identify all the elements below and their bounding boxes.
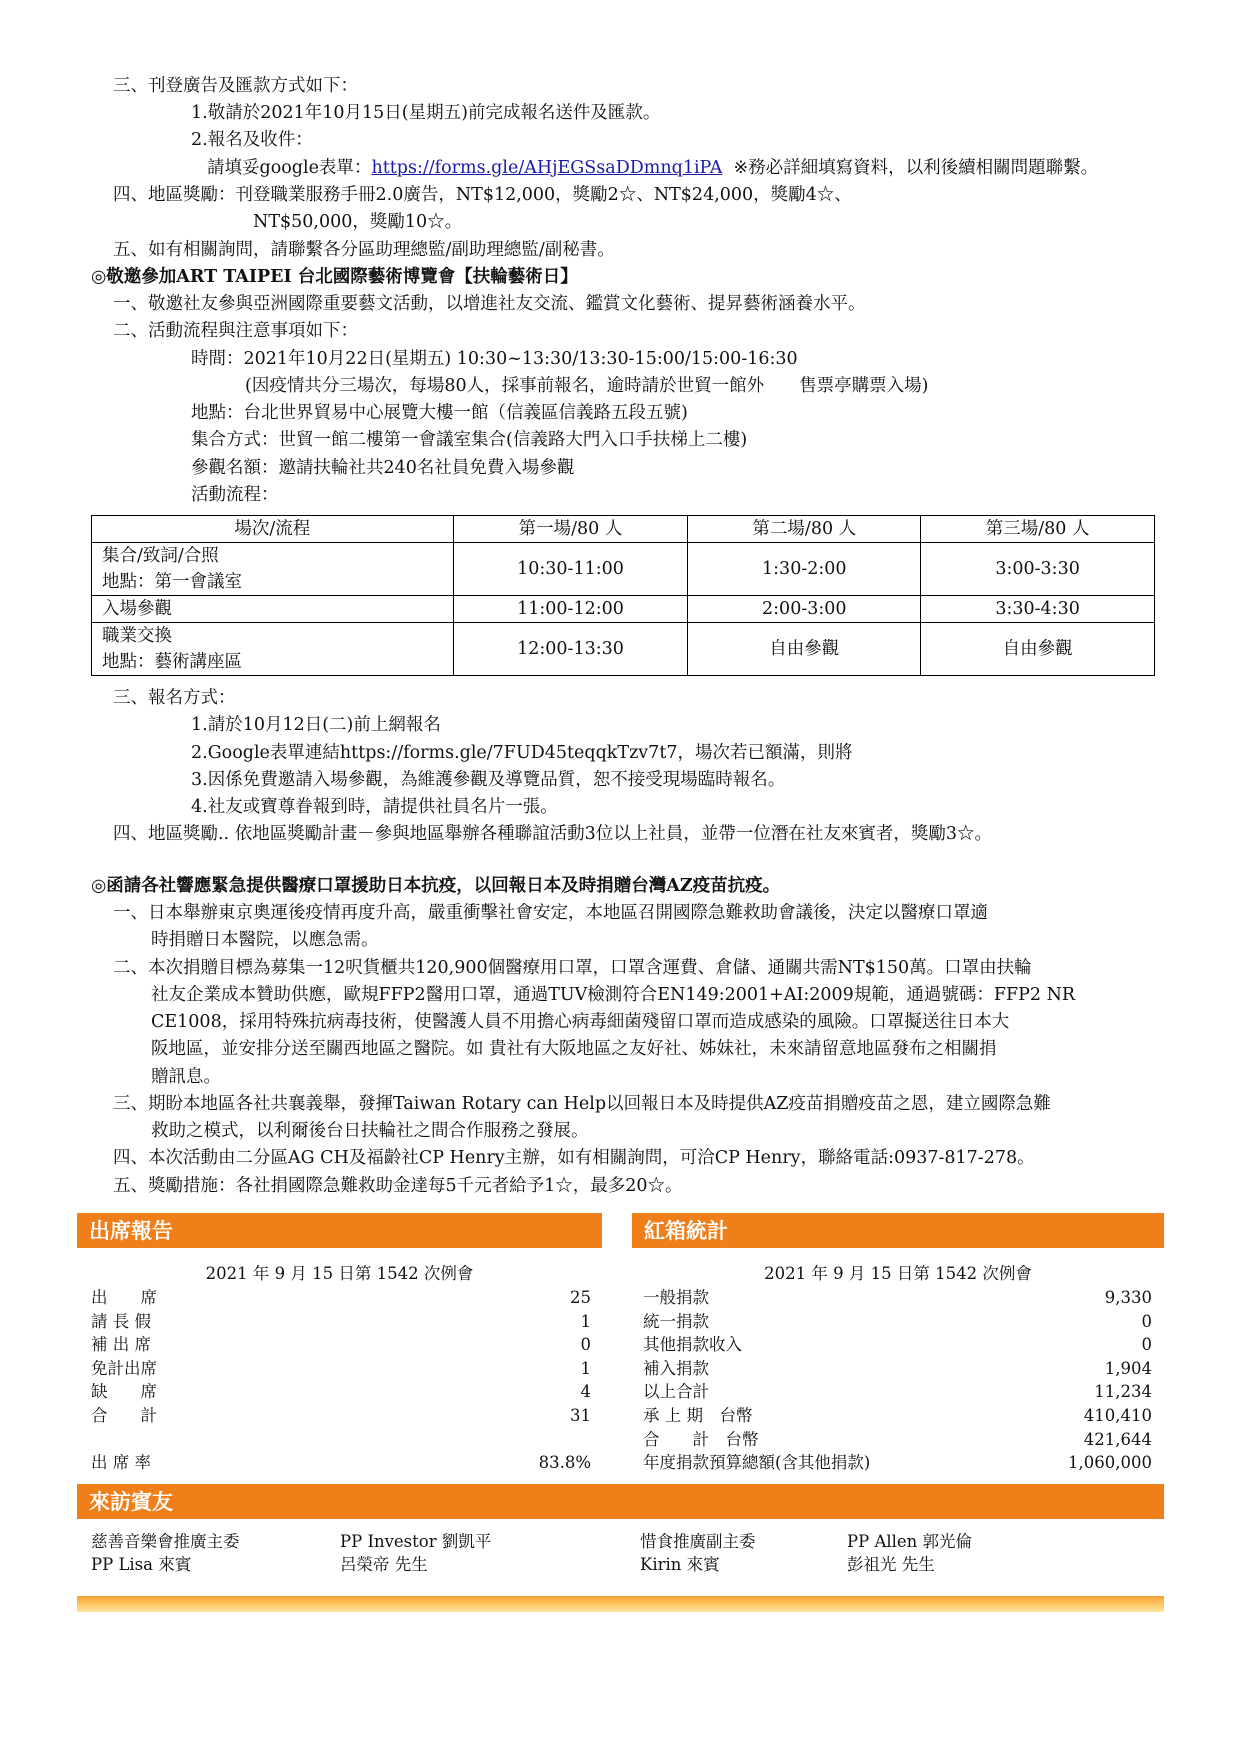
table-cell: 3:30-4:30	[921, 596, 1155, 623]
guest-entry: PP Lisa 來賓	[91, 1555, 192, 1574]
guest-entry: 惜食推廣副主委	[640, 1532, 756, 1551]
reg-heading: 三、報名方式：	[113, 688, 236, 708]
japan-p3: 救助之模式，以利爾後台日扶輪社之間合作服務之發展。	[151, 1121, 589, 1141]
art-gather: 集合方式：世貿一館二樓第一會議室集合(信義路大門入口手扶梯上二樓)	[191, 430, 748, 450]
japan-p2: 二、本次捐贈目標為募集一12呎貨櫃共120,900個醫療用口罩，口罩含運費、倉儲、通關共需NT$150萬。口罩由扶輪	[113, 958, 1032, 978]
table-cell: 自由參觀	[921, 623, 1155, 676]
table-cell: 2:00-3:00	[688, 596, 921, 623]
row-label: 集合/致詞/合照 地點：第一會議室	[92, 543, 454, 596]
art-award: 四、地區獎勵.. 依地區獎勵計畫－參與地區舉辦各種聯誼活動3位以上社員，並帶一位潛在社友來賓者，獎勵3☆。	[113, 824, 992, 844]
reg-item4: 4.社友或寶尊眷報到時，請提供社員名片一張。	[191, 797, 558, 817]
table-header-row	[92, 516, 1155, 543]
art-place: 地點：台北世界貿易中心展覽大樓一館（信義區信義路五段五號)	[191, 403, 688, 423]
table-header: 第三場/80 人	[921, 516, 1155, 543]
guest-entry: 呂榮帝 先生	[340, 1555, 428, 1574]
table-header: 第一場/80 人	[453, 516, 688, 543]
sec3-item2: 2.報名及收件：	[191, 130, 313, 150]
reg-item3: 3.因係免費邀請入場參觀，為維護參觀及導覽品質，恕不接受現場臨時報名。	[191, 770, 786, 790]
table-cell: 11:00-12:00	[453, 596, 688, 623]
guest-entry: Kirin 來賓	[640, 1555, 720, 1574]
japan-p2: 阪地區，並安排分送至關西地區之醫院。如 貴社有大阪地區之友好社、姊妹社，未來請留意地區發布之相關捐	[151, 1039, 997, 1059]
donation-subtitle: 2021 年 9 月 15 日第 1542 次例會	[764, 1264, 1032, 1283]
form-link[interactable]: https://forms.gle/AHjEGSsaDDmnq1iPA	[371, 158, 723, 178]
art-time-note: (因疫情共分三場次，每場80人，採事前報名，逾時請於世貿一館外 售票亭購票入場)	[245, 376, 929, 396]
art-time: 時間：2021年10月22日(星期五) 10:30~13:30/13:30-15:00/15:00-16:30	[191, 349, 798, 369]
table-cell: 10:30-11:00	[453, 543, 688, 596]
guest-entry: PP Investor 劉凱平	[340, 1532, 492, 1551]
attendance-subtitle: 2021 年 9 月 15 日第 1542 次例會	[205, 1264, 474, 1283]
table-cell: 3:00-3:30	[921, 543, 1155, 596]
sec5: 五、如有相關詢問，請聯繫各分區助理總監/副助理總監/副秘書。	[113, 240, 615, 260]
japan-p1: 一、日本舉辦東京奧運後疫情再度升高，嚴重衝擊社會安定，本地區召開國際急難救助會議後，決定以醫療口罩適	[113, 903, 988, 923]
guests-title: 來訪賓友	[77, 1484, 1164, 1519]
guest-entry: 彭祖光 先生	[847, 1555, 935, 1574]
art-p2: 二、活動流程與注意事項如下：	[113, 321, 358, 341]
form-prefix: 請填妥google表單：	[207, 158, 372, 178]
sec4-line2: NT$50,000，獎勵10☆。	[253, 212, 463, 232]
table-header: 第二場/80 人	[688, 516, 921, 543]
row-label: 職業交換 地點：藝術講座區	[92, 623, 454, 676]
table-row	[92, 596, 1155, 623]
attendance-title: 出席報告	[77, 1213, 602, 1248]
japan-p2: 社友企業成本贊助供應，歐規FFP2醫用口罩，通過TUV檢測符合EN149:2001+AI:2009規範，通過號碼：FFP2 NR	[151, 985, 1076, 1005]
table-cell: 12:00-13:30	[453, 623, 688, 676]
japan-p2: 贈訊息。	[151, 1067, 221, 1087]
table-cell: 1:30-2:00	[688, 543, 921, 596]
donation-title: 紅箱統計	[632, 1213, 1164, 1248]
art-quota: 參觀名額：邀請扶輪社共240名社員免費入場參觀	[191, 458, 575, 478]
schedule-table	[91, 515, 1155, 676]
japan-p3: 三、期盼本地區各社共襄義舉，發揮Taiwan Rotary can Help以回報日本及時提供AZ疫苗捐贈疫苗之恩，建立國際急難	[113, 1094, 1051, 1114]
sec3-item1: 1.敬請於2021年10月15日(星期五)前完成報名送件及匯款。	[191, 103, 661, 123]
guest-entry: 慈善音樂會推廣主委	[91, 1532, 240, 1551]
japan-p5: 五、獎勵措施：各社捐國際急難救助金達每5千元者給予1☆，最多20☆。	[113, 1176, 683, 1196]
guest-entry: PP Allen 郭光倫	[847, 1532, 973, 1551]
sec3-form-line	[207, 155, 1098, 182]
japan-title: ◎函請各社響應緊急提供醫療口罩援助日本抗疫，以回報日本及時捐贈台灣AZ疫苗抗疫。	[91, 876, 781, 896]
sec3-heading: 三、刊登廣告及匯款方式如下：	[113, 76, 358, 96]
table-cell: 自由參觀	[688, 623, 921, 676]
table-header: 場次/流程	[92, 516, 454, 543]
form-note: ※務必詳細填寫資料，以利後續相關問題聯繫。	[733, 158, 1099, 178]
footer-gradient-bar	[77, 1596, 1164, 1612]
art-title: ◎敬邀參加ART TAIPEI 台北國際藝術博覽會【扶輪藝術日】	[91, 267, 578, 287]
sec4-line1: 四、地區獎勵：刊登職業服務手冊2.0廣告，NT$12,000，獎勵2☆、NT$24,000，獎勵4☆、	[113, 185, 852, 205]
table-row	[92, 543, 1155, 596]
reg-item1: 1.請於10月12日(二)前上網報名	[191, 715, 441, 735]
art-flow: 活動流程：	[191, 485, 279, 505]
japan-p1: 時捐贈日本醫院，以應急需。	[151, 930, 379, 950]
table-row	[92, 623, 1155, 676]
japan-p2: CE1008，採用特殊抗病毒技術，使醫護人員不用擔心病毒細菌殘留口罩而造成感染的風險。口罩擬送往日本大	[151, 1012, 1010, 1032]
row-label: 入場參觀	[92, 596, 454, 623]
reg-item2: 2.Google表單連結https://forms.gle/7FUD45teqqkTzv7t7，場次若已額滿，則將	[191, 743, 853, 763]
japan-p4: 四、本次活動由二分區AG CH及福齡社CP Henry主辦，如有相關詢問，可洽CP Henry，聯絡電話:0937-817-278。	[113, 1148, 1035, 1168]
art-p1: 一、敬邀社友參與亞洲國際重要藝文活動，以增進社友交流、鑑賞文化藝術、提昇藝術涵養水平。	[113, 294, 866, 314]
